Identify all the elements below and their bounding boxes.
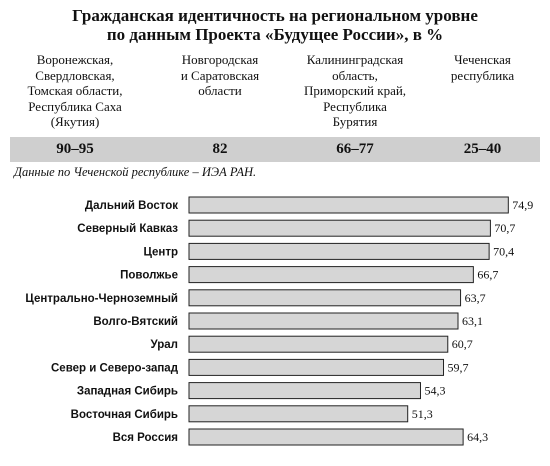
value-label-7: 60,7 (451, 337, 473, 352)
group-3-line: Приморский край, (303, 83, 407, 98)
category-label-9: Западная Сибирь (76, 385, 178, 398)
category-label-11: Вся Россия (112, 432, 178, 444)
bar-6 (189, 313, 458, 329)
group-2-line: области (198, 83, 242, 98)
group-4-range: 25–40 (463, 141, 502, 157)
category-label-6: Волго-Вятский (93, 316, 178, 328)
title-line-2: по данным Проекта «Будущее России», в % (106, 25, 444, 44)
value-label-4: 66,7 (477, 267, 499, 282)
group-3-line: Республика (323, 98, 387, 114)
category-label-5: Центрально-Черноземный (25, 292, 178, 305)
group-3-range: 66–77 (336, 141, 374, 157)
group-3-line: Бурятия (332, 114, 378, 129)
bar-4 (189, 267, 473, 283)
category-label-7: Урал (150, 339, 178, 352)
group-1-line: Республика Саха (28, 98, 122, 114)
bar-9 (189, 383, 420, 399)
group-3-line: область, (332, 67, 378, 83)
bar-7 (189, 336, 448, 352)
category-label-8: Север и Северо-запад (51, 362, 178, 375)
bar-1 (189, 197, 508, 213)
title-line-1: Гражданская идентичность на региональном уровне (72, 6, 478, 25)
group-3-line: Калининградская (306, 52, 404, 67)
value-label-11: 64,3 (467, 430, 489, 444)
category-label-1: Дальний Восток (84, 200, 178, 212)
category-label-2: Северный Кавказ (77, 223, 178, 236)
category-label-10: Восточная Сибирь (70, 408, 178, 421)
bar-11 (189, 429, 463, 445)
group-4-line: республика (450, 67, 515, 83)
group-1-line: Свердловская, (35, 67, 115, 83)
source-note: Данные по Чеченской республике – ИЭА РАН. (14, 165, 257, 179)
bar-8 (189, 359, 444, 375)
bar-5 (189, 290, 461, 306)
value-label-6: 63,1 (462, 314, 484, 328)
value-label-1: 74,9 (512, 198, 534, 212)
bar-3 (189, 243, 489, 259)
bar-10 (189, 406, 408, 422)
value-label-10: 51,3 (411, 406, 433, 421)
group-4-line: Чеченская (454, 52, 511, 67)
group-1-line: (Якутия) (50, 114, 100, 129)
category-label-4: Поволжье (120, 269, 178, 282)
group-1-range: 90–95 (56, 141, 94, 157)
value-label-3: 70,4 (493, 244, 515, 259)
group-1-line: Томская области, (27, 83, 123, 98)
value-label-5: 63,7 (464, 290, 486, 305)
group-2-line: и Саратовская (180, 67, 260, 83)
group-2-range: 82 (212, 141, 228, 157)
group-2-line: Новгородская (181, 52, 259, 67)
value-label-8: 59,7 (447, 360, 469, 375)
value-label-9: 54,3 (424, 383, 446, 398)
group-1-line: Воронежская, (36, 52, 114, 67)
category-label-3: Центр (143, 246, 178, 259)
bar-2 (189, 220, 490, 236)
value-label-2: 70,7 (494, 221, 516, 236)
